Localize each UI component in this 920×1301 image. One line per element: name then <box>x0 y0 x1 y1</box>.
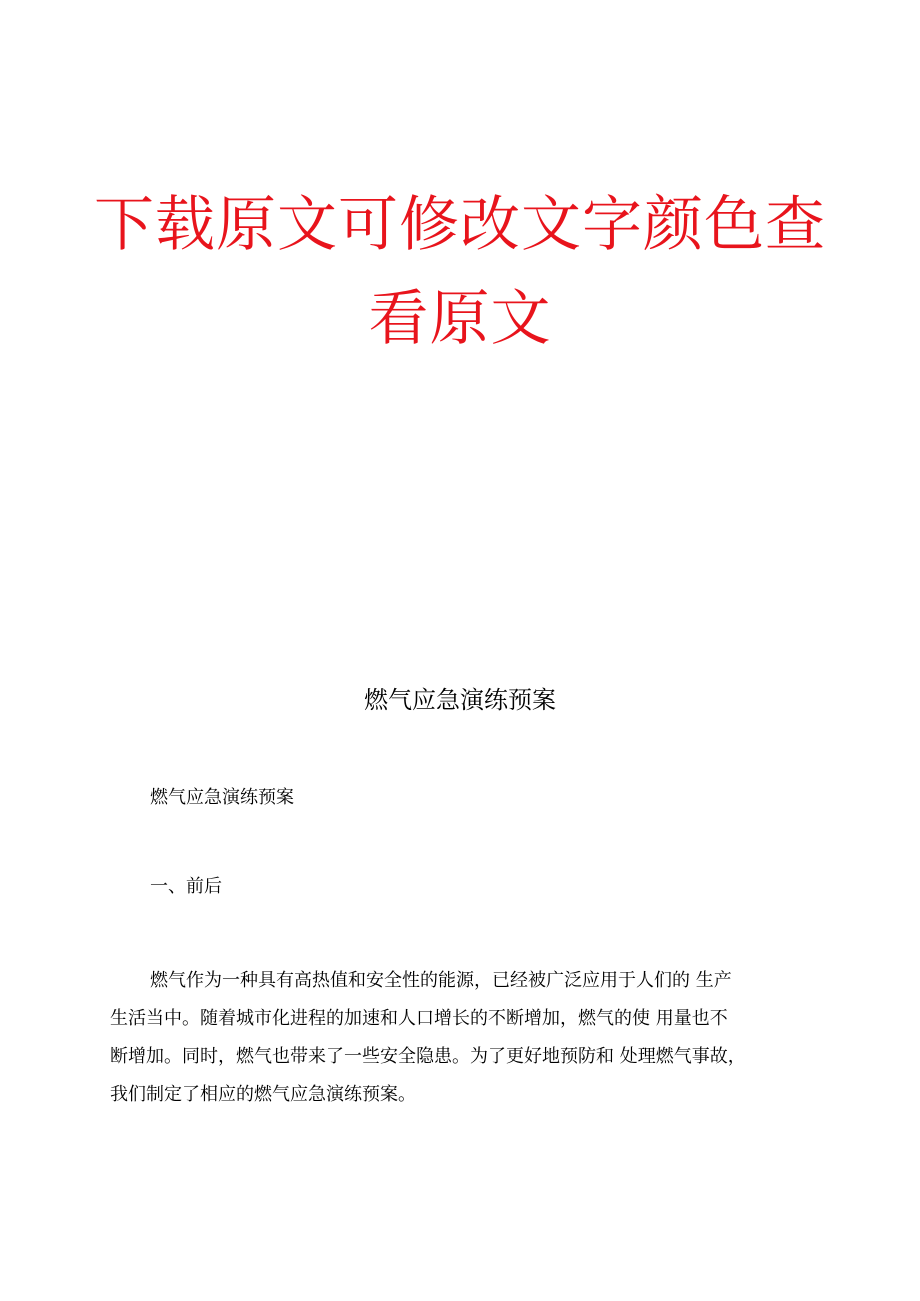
download-notice-banner <box>0 178 920 366</box>
intro-paragraph <box>110 962 810 1114</box>
paragraph-line: 燃气作为一种具有高热值和安全性的能源，已经被广泛应用于人们的 生产 <box>150 970 732 991</box>
banner-line-2: 看原文 <box>368 284 552 354</box>
document-subtitle: 燃气应急演练预案 <box>150 787 294 808</box>
banner-line-1: 下载原文可修改文字颜色查 <box>94 190 826 260</box>
paragraph-line: 断增加。同时，燃气也带来了一些安全隐患。为了更好地预防和 处理燃气事故， <box>110 1046 746 1067</box>
paragraph-line: 我们制定了相应的燃气应急演练预案。 <box>110 1084 416 1105</box>
document-title: 燃气应急演练预案 <box>364 686 556 714</box>
paragraph-line: 生活当中。随着城市化进程的加速和人口增长的不断增加，燃气的使 用量也不 <box>110 1008 728 1029</box>
section-heading-preface: 一、前后 <box>150 876 222 897</box>
